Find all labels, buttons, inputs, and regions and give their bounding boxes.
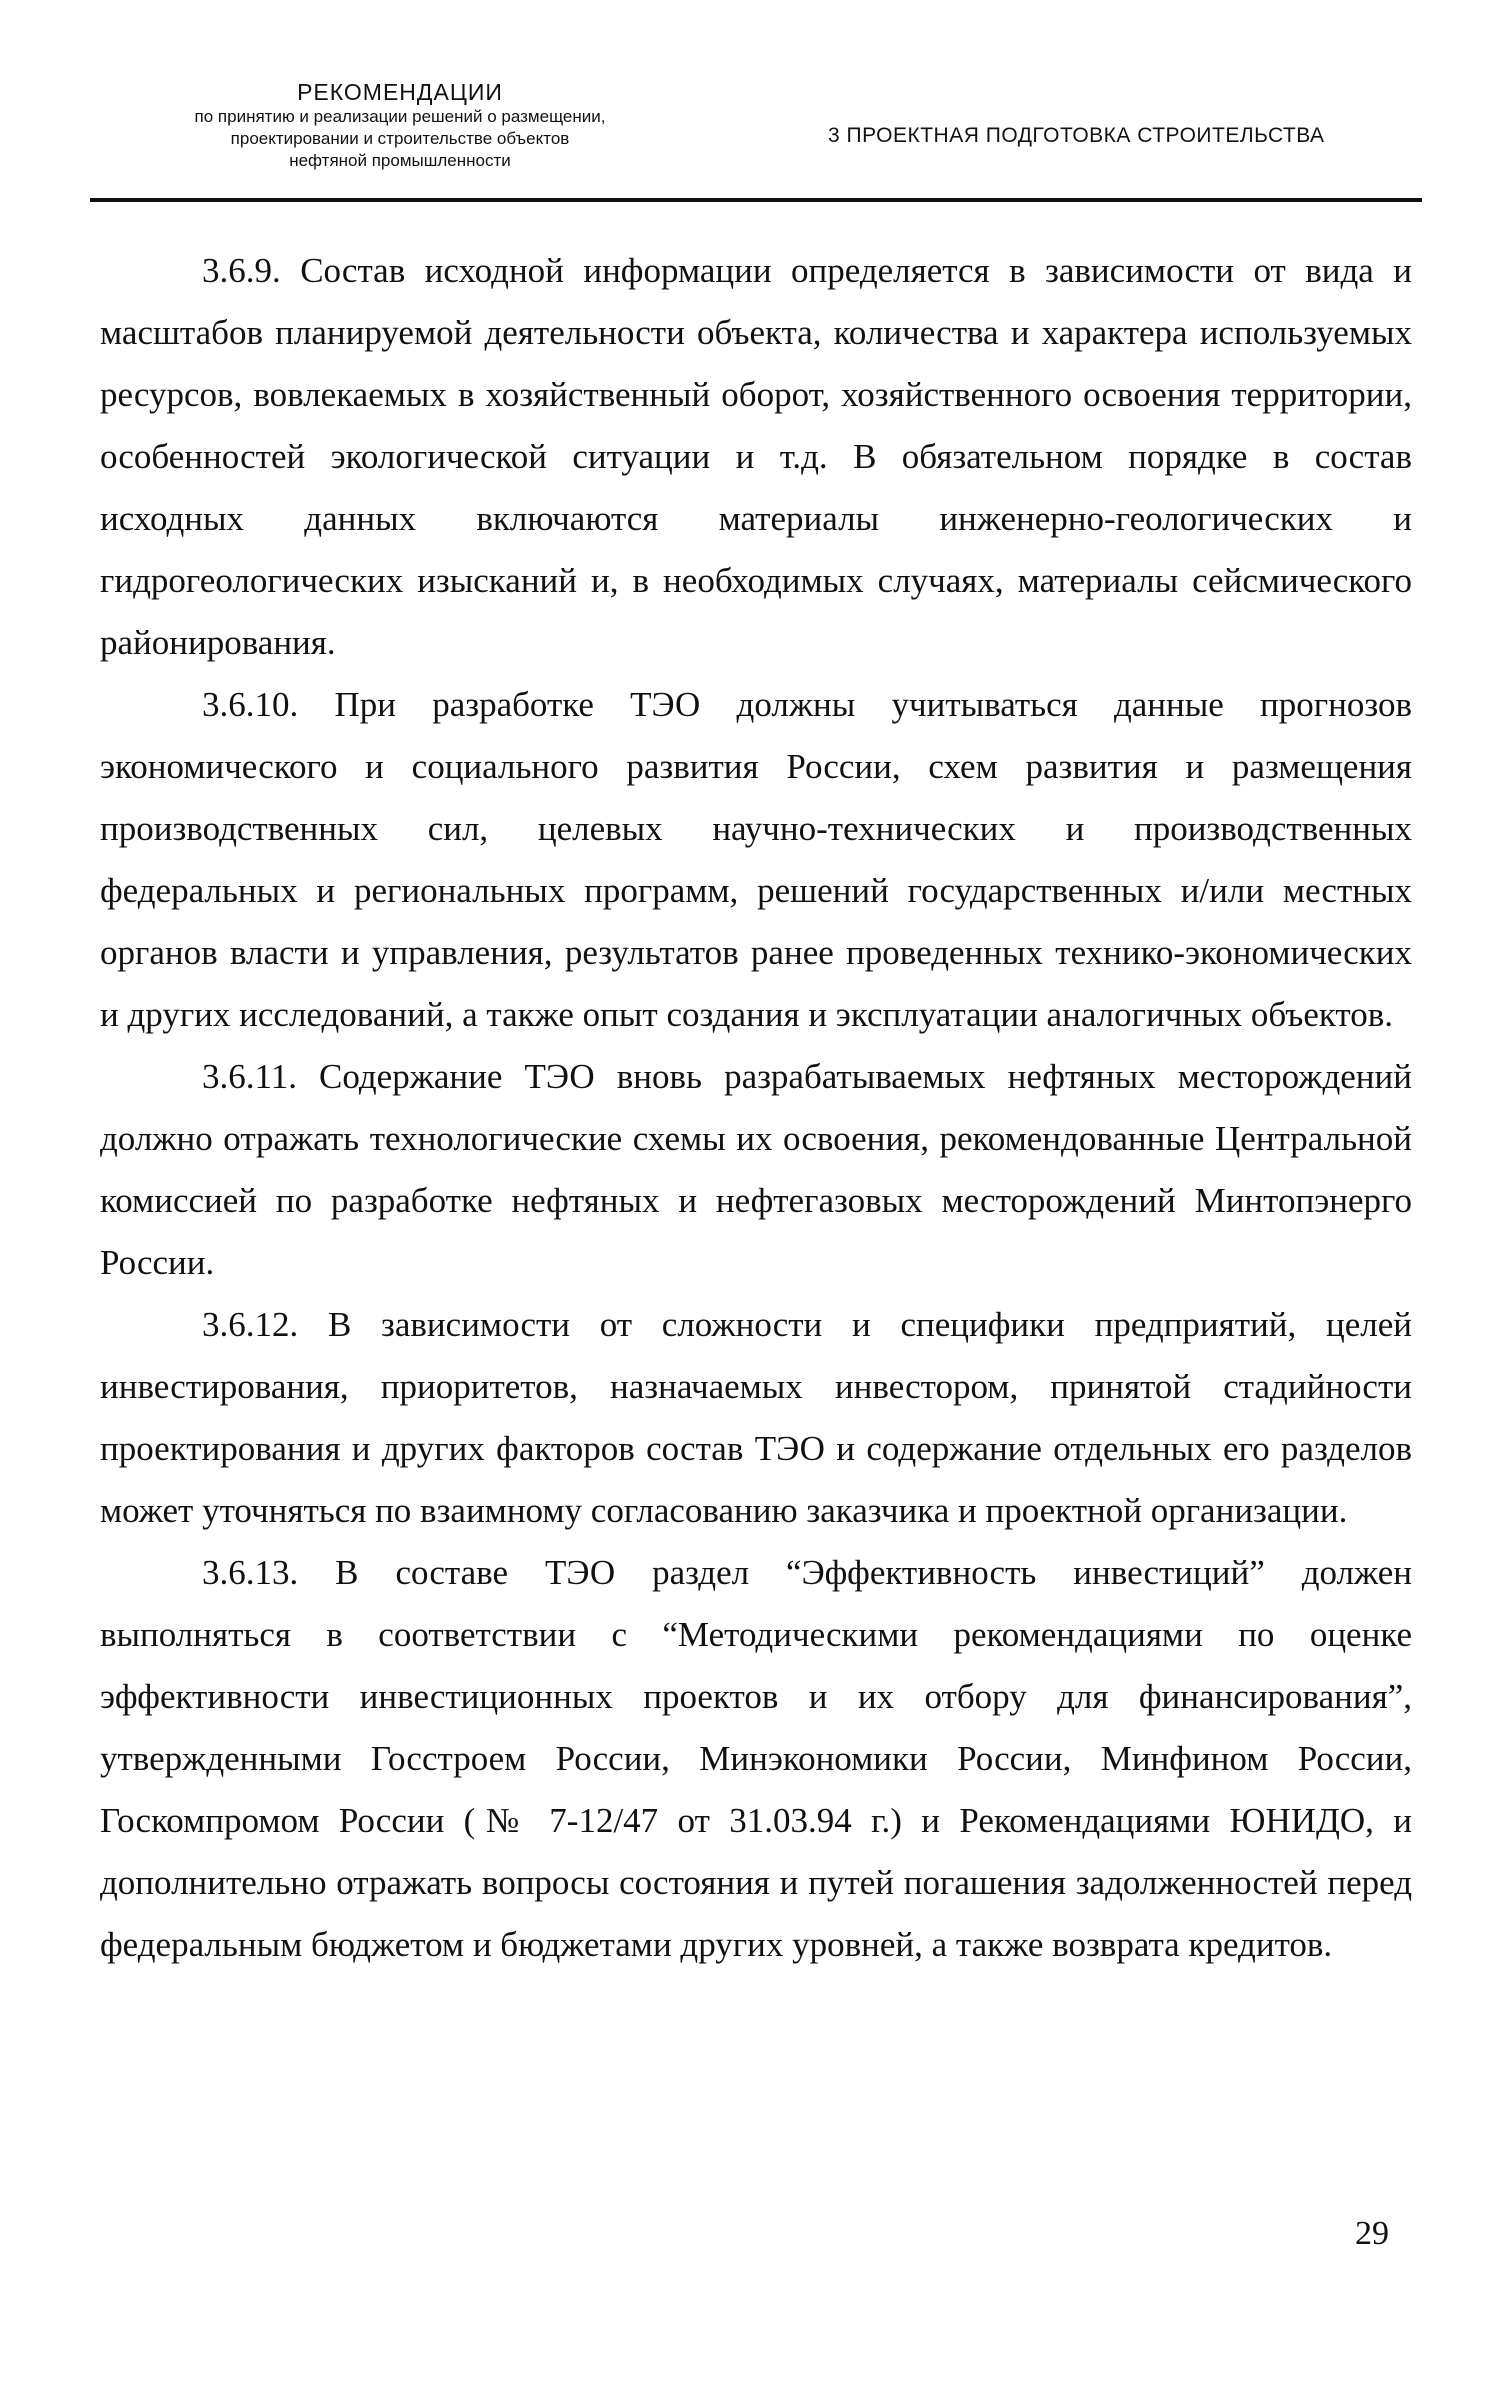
document-subtitle-line-2: проектировании и строительстве объектов [230, 129, 570, 148]
document-title-block [100, 78, 700, 172]
main-text [100, 240, 1412, 1976]
document-title: РЕКОМЕНДАЦИИ [297, 79, 503, 105]
paragraph-3-6-12: 3.6.12. В зависимости от сложности и специфики предприятий, целей инвестирования, приоритетов, назначаемых инвестором, принятой стадийности проектирования и других факторов состав ТЭО и содержание отдельных его разделов может уточняться по взаимному согласованию заказчика и проектной организации. [100, 1305, 1412, 1530]
document-subtitle-line-1: по принятию и реализации решений о размещении, [194, 107, 606, 126]
paragraph-3-6-13: 3.6.13. В составе ТЭО раздел “Эффективность инвестиций” должен выполняться в соответствии с “Методическими рекомендациями по оценке эффективности инвестиционных проектов и их отбору для финансирования”, утвержденными Госстроем России, Минэкономики России, Минфином России, Госкомпромом России (№ 7-12/47 от 31.03.94 г.) и Рекомендациями ЮНИДО, и дополнительно отражать вопросы состояния и путей погашения задолженностей перед федеральным бюджетом и бюджетами других уровней, а также возврата кредитов. [100, 1553, 1412, 1964]
page-number: 29 [1355, 2215, 1389, 2252]
paragraph-3-6-10: 3.6.10. При разработке ТЭО должны учитываться данные прогнозов экономического и социального развития России, схем развития и размещения производственных сил, целевых научно-технических и производственных федеральных и региональных программ, решений государственных и/или местных органов власти и управления, результатов ранее проведенных технико-экономических и других исследований, а также опыт создания и эксплуатации аналогичных объектов. [100, 685, 1412, 1034]
header-divider [90, 198, 1422, 202]
paragraph-3-6-11: 3.6.11. Содержание ТЭО вновь разрабатываемых нефтяных месторождений должно отражать технологические схемы их освоения, рекомендованные Центральной комиссией по разработке нефтяных и нефтегазовых месторождений Минтопэнерго России. [100, 1057, 1412, 1282]
paragraph-3-6-9: 3.6.9. Состав исходной информации определяется в зависимости от вида и масштабов планируемой деятельности объекта, количества и характера используемых ресурсов, вовлекаемых в хозяйственный оборот, хозяйственного освоения территории, особенностей экологической ситуации и т.д. В обязательном порядке в состав исходных данных включаются материалы инженерно-геологических и гидрогеологических изысканий и, в необходимых случаях, материалы сейсмического районирования. [100, 251, 1412, 662]
section-title: 3 ПРОЕКТНАЯ ПОДГОТОВКА СТРОИТЕЛЬСТВА [828, 124, 1325, 147]
page-header [100, 78, 1420, 200]
document-subtitle-line-3: нефтяной промышленности [289, 151, 511, 170]
